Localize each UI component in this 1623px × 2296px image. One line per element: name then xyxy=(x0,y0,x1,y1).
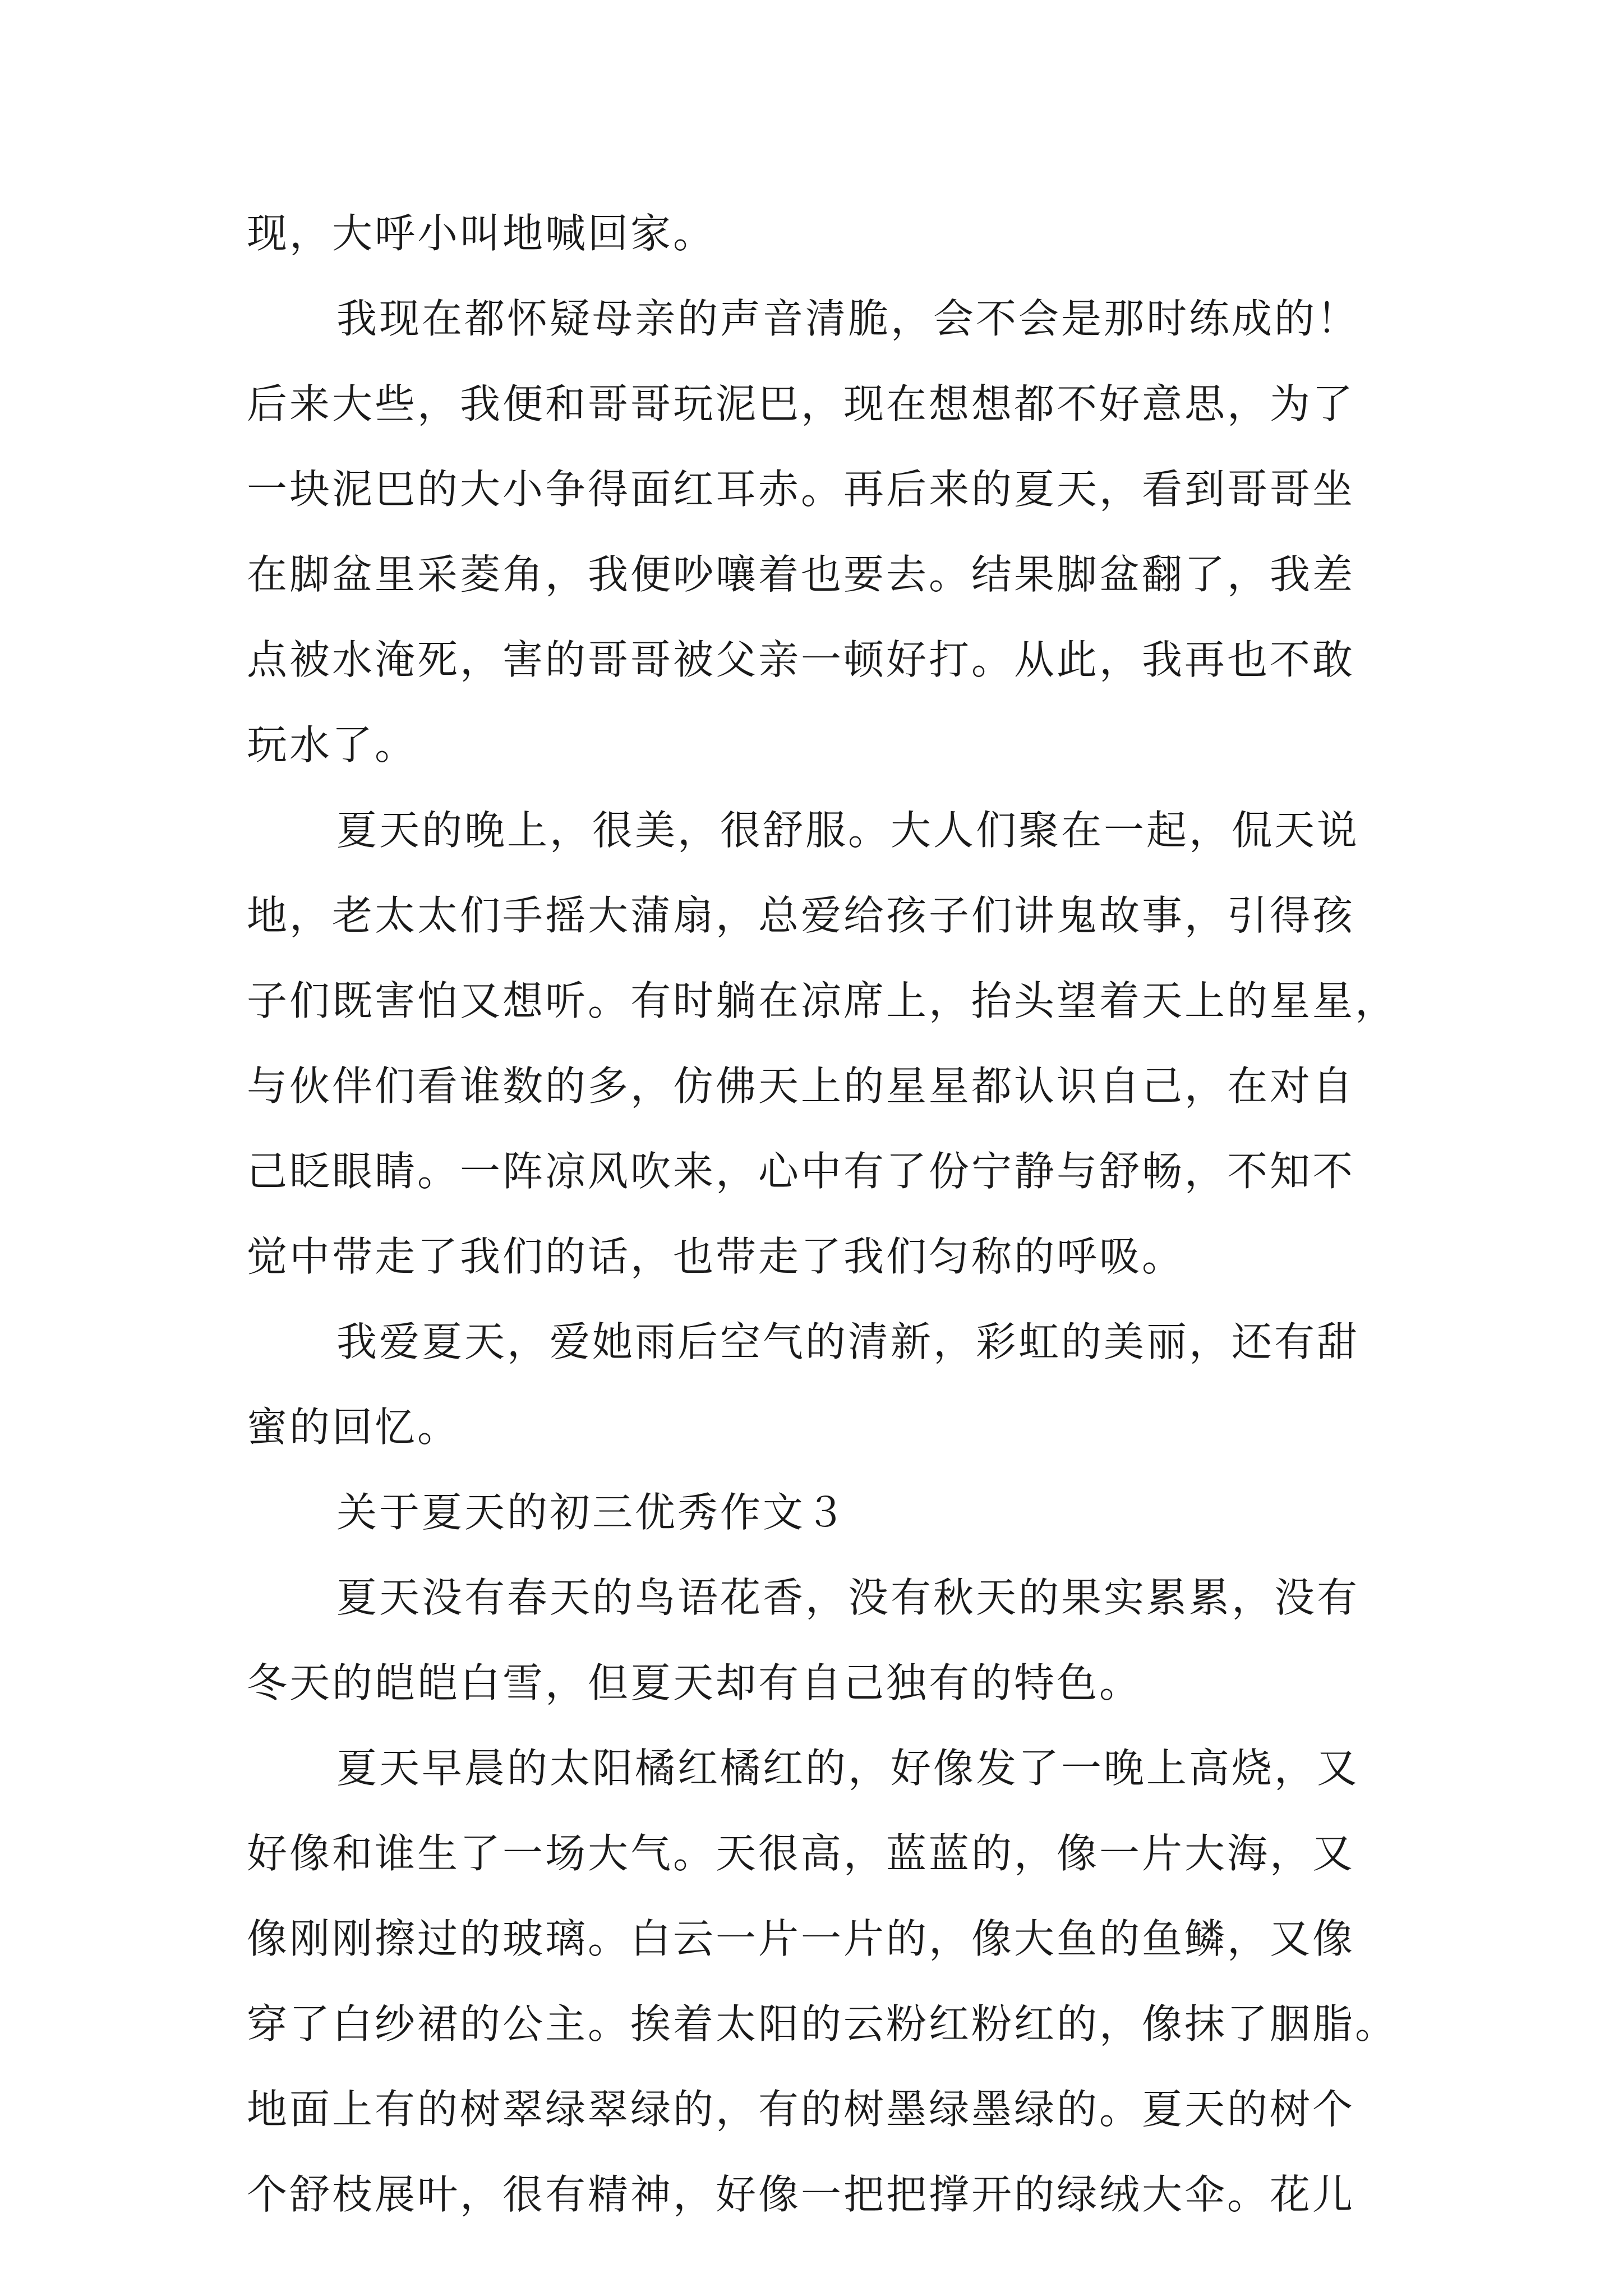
paragraph-start-line: 夏天的晚上，很美，很舒服。大人们聚在一起，侃天说 xyxy=(336,807,1360,854)
text-line: 己眨眼睛。一阵凉风吹来，心中有了份宁静与舒畅，不知不 xyxy=(247,1148,1355,1195)
text-line: 个舒枝展叶，很有精神，好像一把把撑开的绿绒大伞。花儿 xyxy=(247,2171,1355,2218)
paragraph-start-line: 夏天没有春天的鸟语花香，没有秋天的果实累累，没有 xyxy=(336,1574,1360,1621)
text-line: 玩水了。 xyxy=(247,721,418,769)
text-line: 像刚刚擦过的玻璃。白云一片一片的，像大鱼的鱼鳞，又像 xyxy=(247,1915,1355,1962)
text-line: 现，大呼小叫地喊回家。 xyxy=(247,210,716,257)
text-line: 好像和谁生了一场大气。天很高，蓝蓝的，像一片大海，又 xyxy=(247,1830,1355,1877)
text-line: 子们既害怕又想听。有时躺在凉席上，抬头望着天上的星星， xyxy=(247,977,1398,1024)
text-line: 冬天的皑皑白雪，但夏天却有自己独有的特色。 xyxy=(247,1659,1142,1706)
text-line: 点被水淹死，害的哥哥被父亲一顿好打。从此，我再也不敢 xyxy=(247,636,1355,683)
text-line: 地，老太太们手摇大蒲扇，总爱给孩子们讲鬼故事，引得孩 xyxy=(247,892,1355,939)
text-line: 在脚盆里采菱角，我便吵嚷着也要去。结果脚盆翻了，我差 xyxy=(247,551,1355,598)
text-line: 地面上有的树翠绿翠绿的，有的树墨绿墨绿的。夏天的树个 xyxy=(247,2086,1355,2133)
text-line: 觉中带走了我们的话，也带走了我们匀称的呼吸。 xyxy=(247,1233,1185,1280)
paragraph-start-line: 我现在都怀疑母亲的声音清脆，会不会是那时练成的！ xyxy=(336,295,1360,342)
text-line: 后来大些，我便和哥哥玩泥巴，现在想想都不好意思，为了 xyxy=(247,380,1355,427)
text-line: 一块泥巴的大小争得面红耳赤。再后来的夏天，看到哥哥坐 xyxy=(247,466,1355,513)
text-line: 与伙伴们看谁数的多，仿佛天上的星星都认识自己，在对自 xyxy=(247,1062,1355,1110)
paragraph-start-line: 夏天早晨的太阳橘红橘红的，好像发了一晚上高烧，又 xyxy=(336,1745,1360,1792)
text-line: 穿了白纱裙的公主。挨着太阳的云粉红粉红的，像抹了胭脂。 xyxy=(247,2000,1398,2047)
section-heading: 关于夏天的初三优秀作文３ xyxy=(336,1489,849,1536)
text-line: 蜜的回忆。 xyxy=(247,1404,460,1451)
paragraph-start-line: 我爱夏天，爱她雨后空气的清新，彩虹的美丽，还有甜 xyxy=(336,1318,1360,1365)
